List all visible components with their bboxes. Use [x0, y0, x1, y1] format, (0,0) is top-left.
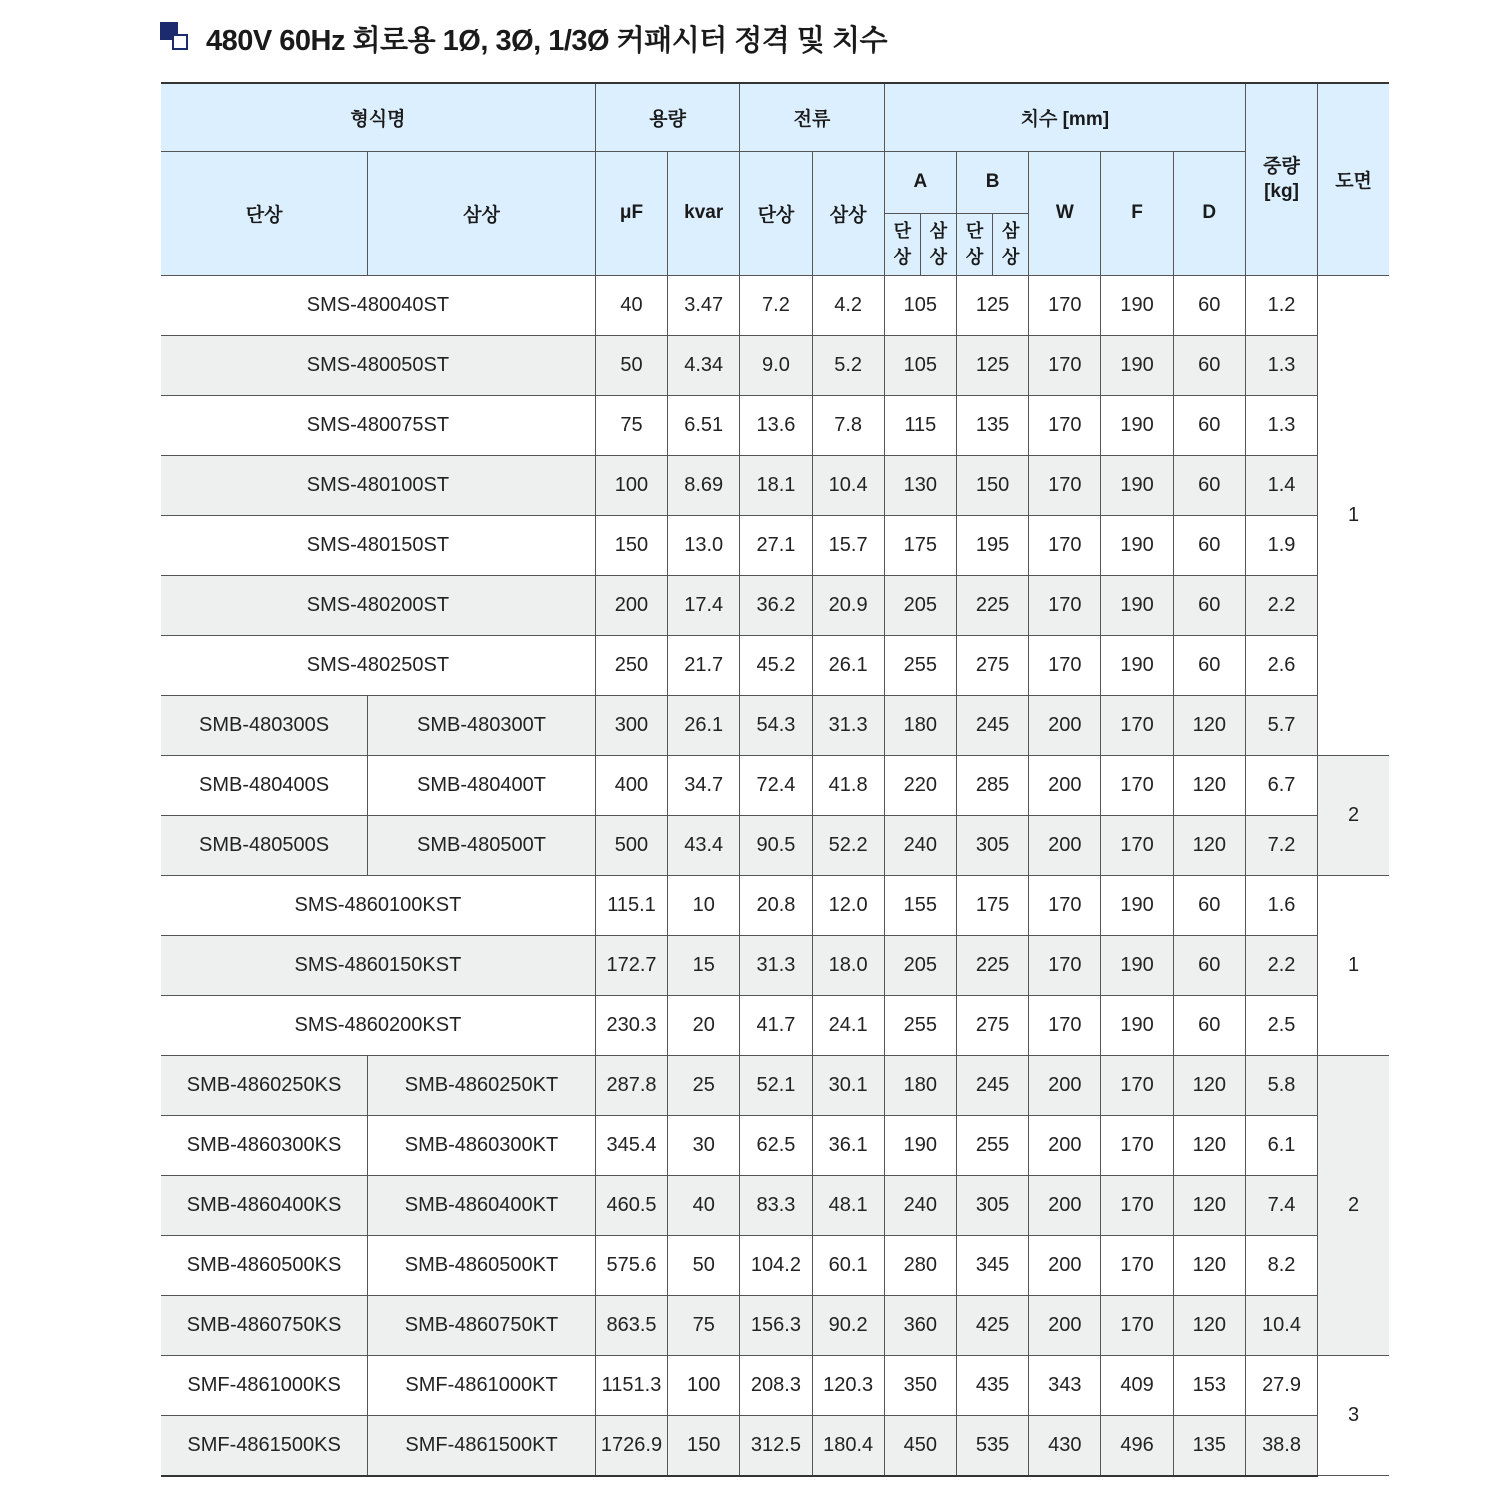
dim-f: 190: [1101, 455, 1173, 515]
capacitance-uf: 40: [595, 275, 667, 335]
current-single: 72.4: [740, 755, 812, 815]
capacity-kvar: 25: [668, 1055, 740, 1115]
capacity-kvar: 150: [668, 1415, 740, 1476]
dim-d: 120: [1173, 1115, 1245, 1175]
dim-b: 125: [956, 335, 1028, 395]
table-row: [161, 1115, 1389, 1175]
current-three: 180.4: [812, 1415, 884, 1476]
capacitance-uf: 50: [595, 335, 667, 395]
dim-a: 180: [884, 695, 956, 755]
header-single-phase: 단상: [161, 151, 368, 275]
dim-w: 200: [1029, 1055, 1101, 1115]
dim-a: 205: [884, 935, 956, 995]
current-three: 20.9: [812, 575, 884, 635]
dim-d: 60: [1173, 875, 1245, 935]
weight-kg: 6.1: [1245, 1115, 1317, 1175]
capacitance-uf: 287.8: [595, 1055, 667, 1115]
current-single: 31.3: [740, 935, 812, 995]
dim-w: 170: [1029, 875, 1101, 935]
header-drawing: 도면: [1318, 83, 1389, 275]
current-single: 27.1: [740, 515, 812, 575]
dim-d: 60: [1173, 455, 1245, 515]
current-three: 90.2: [812, 1295, 884, 1355]
capacitance-uf: 100: [595, 455, 667, 515]
current-single: 7.2: [740, 275, 812, 335]
capacitance-uf: 400: [595, 755, 667, 815]
model-single-phase: SMF-4861000KS: [161, 1355, 368, 1415]
current-single: 13.6: [740, 395, 812, 455]
drawing-number: 1: [1318, 275, 1389, 755]
dim-w: 200: [1029, 1235, 1101, 1295]
dim-a: 240: [884, 815, 956, 875]
dim-b: 150: [956, 455, 1028, 515]
drawing-number: 2: [1318, 1055, 1389, 1355]
dim-f: 190: [1101, 275, 1173, 335]
model-three-phase: SMB-4860250KT: [368, 1055, 596, 1115]
dim-w: 170: [1029, 395, 1101, 455]
capacity-kvar: 15: [668, 935, 740, 995]
header-capacity: 용량: [595, 83, 739, 151]
capacity-kvar: 34.7: [668, 755, 740, 815]
dim-d: 120: [1173, 695, 1245, 755]
current-single: 83.3: [740, 1175, 812, 1235]
current-three: 36.1: [812, 1115, 884, 1175]
dim-b: 245: [956, 1055, 1028, 1115]
capacitance-uf: 575.6: [595, 1235, 667, 1295]
dim-w: 200: [1029, 1115, 1101, 1175]
capacitance-uf: 200: [595, 575, 667, 635]
model-three-phase: SMB-4860750KT: [368, 1295, 596, 1355]
capacitance-uf: 150: [595, 515, 667, 575]
drawing-number: 1: [1318, 875, 1389, 1055]
dim-f: 170: [1101, 1055, 1173, 1115]
dim-b: 345: [956, 1235, 1028, 1295]
current-three: 30.1: [812, 1055, 884, 1115]
dim-a: 220: [884, 755, 956, 815]
model-single-phase: SMB-4860400KS: [161, 1175, 368, 1235]
dim-w: 170: [1029, 995, 1101, 1055]
table-row: [161, 1415, 1389, 1476]
dim-b: 275: [956, 635, 1028, 695]
weight-kg: 2.6: [1245, 635, 1317, 695]
dim-b: 535: [956, 1415, 1028, 1476]
dim-w: 200: [1029, 815, 1101, 875]
current-three: 26.1: [812, 635, 884, 695]
dim-b: 175: [956, 875, 1028, 935]
capacity-kvar: 50: [668, 1235, 740, 1295]
dim-a: 190: [884, 1115, 956, 1175]
header-uf: μF: [595, 151, 667, 275]
model-name: SMS-480200ST: [161, 575, 595, 635]
capacity-kvar: 20: [668, 995, 740, 1055]
current-single: 104.2: [740, 1235, 812, 1295]
capacity-kvar: 75: [668, 1295, 740, 1355]
dim-w: 200: [1029, 1295, 1101, 1355]
header-current-three: 삼상: [812, 151, 884, 275]
current-three: 48.1: [812, 1175, 884, 1235]
dim-d: 120: [1173, 1235, 1245, 1295]
header-current-single: 단상: [740, 151, 812, 275]
dim-d: 60: [1173, 635, 1245, 695]
page-title: 480V 60Hz 회로용 1Ø, 3Ø, 1/3Ø 커패시터 정격 및 치수: [206, 24, 887, 57]
dim-a: 105: [884, 275, 956, 335]
dim-f: 170: [1101, 755, 1173, 815]
dim-b: 435: [956, 1355, 1028, 1415]
current-single: 20.8: [740, 875, 812, 935]
dim-w: 200: [1029, 1175, 1101, 1235]
dim-f: 409: [1101, 1355, 1173, 1415]
dim-w: 170: [1029, 935, 1101, 995]
current-single: 62.5: [740, 1115, 812, 1175]
table-row: [161, 695, 1389, 755]
header-dim-d: D: [1173, 151, 1245, 275]
model-name: SMS-480075ST: [161, 395, 595, 455]
dim-w: 200: [1029, 755, 1101, 815]
dim-b: 225: [956, 575, 1028, 635]
model-single-phase: SMB-4860500KS: [161, 1235, 368, 1295]
weight-kg: 1.3: [1245, 395, 1317, 455]
weight-kg: 27.9: [1245, 1355, 1317, 1415]
table-row: [161, 815, 1389, 875]
weight-kg: 1.4: [1245, 455, 1317, 515]
dim-d: 60: [1173, 395, 1245, 455]
dim-f: 190: [1101, 875, 1173, 935]
capacity-kvar: 30: [668, 1115, 740, 1175]
dim-b: 255: [956, 1115, 1028, 1175]
header-a-three: 삼 상: [920, 213, 956, 275]
dim-b: 305: [956, 1175, 1028, 1235]
dim-d: 60: [1173, 275, 1245, 335]
model-name: SMS-480050ST: [161, 335, 595, 395]
dim-f: 170: [1101, 1175, 1173, 1235]
capacitance-uf: 500: [595, 815, 667, 875]
table-row: [161, 1055, 1389, 1115]
model-three-phase: SMB-4860400KT: [368, 1175, 596, 1235]
table-row: [161, 1235, 1389, 1295]
header-dim-a: A: [884, 151, 956, 213]
current-three: 120.3: [812, 1355, 884, 1415]
model-single-phase: SMB-4860250KS: [161, 1055, 368, 1115]
dim-b: 125: [956, 275, 1028, 335]
dim-f: 170: [1101, 815, 1173, 875]
model-three-phase: SMF-4861500KT: [368, 1415, 596, 1476]
model-three-phase: SMB-480500T: [368, 815, 596, 875]
header-b-single: 단 상: [956, 213, 992, 275]
weight-kg: 1.9: [1245, 515, 1317, 575]
model-three-phase: SMB-480300T: [368, 695, 596, 755]
model-name: SMS-480100ST: [161, 455, 595, 515]
dim-b: 225: [956, 935, 1028, 995]
dim-w: 170: [1029, 455, 1101, 515]
dim-a: 350: [884, 1355, 956, 1415]
dim-w: 170: [1029, 515, 1101, 575]
weight-kg: 5.8: [1245, 1055, 1317, 1115]
dim-d: 60: [1173, 575, 1245, 635]
dim-a: 155: [884, 875, 956, 935]
weight-kg: 5.7: [1245, 695, 1317, 755]
dim-w: 170: [1029, 335, 1101, 395]
dim-d: 60: [1173, 515, 1245, 575]
capacity-kvar: 40: [668, 1175, 740, 1235]
current-three: 24.1: [812, 995, 884, 1055]
dim-a: 175: [884, 515, 956, 575]
dim-d: 120: [1173, 1055, 1245, 1115]
dim-d: 153: [1173, 1355, 1245, 1415]
capacity-kvar: 10: [668, 875, 740, 935]
table-row: [161, 875, 1389, 935]
current-single: 9.0: [740, 335, 812, 395]
current-three: 4.2: [812, 275, 884, 335]
dim-d: 120: [1173, 1295, 1245, 1355]
header-dim-f: F: [1101, 151, 1173, 275]
weight-kg: 1.2: [1245, 275, 1317, 335]
current-three: 52.2: [812, 815, 884, 875]
dim-w: 170: [1029, 575, 1101, 635]
weight-kg: 2.2: [1245, 935, 1317, 995]
dim-f: 190: [1101, 335, 1173, 395]
dim-f: 190: [1101, 575, 1173, 635]
dim-a: 180: [884, 1055, 956, 1115]
current-single: 90.5: [740, 815, 812, 875]
model-name: SMS-480250ST: [161, 635, 595, 695]
model-single-phase: SMB-480500S: [161, 815, 368, 875]
dim-f: 190: [1101, 635, 1173, 695]
current-single: 156.3: [740, 1295, 812, 1355]
dim-d: 120: [1173, 815, 1245, 875]
capacity-kvar: 4.34: [668, 335, 740, 395]
current-three: 31.3: [812, 695, 884, 755]
current-single: 41.7: [740, 995, 812, 1055]
model-single-phase: SMB-4860300KS: [161, 1115, 368, 1175]
current-three: 60.1: [812, 1235, 884, 1295]
dim-w: 343: [1029, 1355, 1101, 1415]
header-model: 형식명: [161, 83, 595, 151]
current-single: 208.3: [740, 1355, 812, 1415]
capacitance-uf: 345.4: [595, 1115, 667, 1175]
capacitance-uf: 1726.9: [595, 1415, 667, 1476]
table-row: [161, 515, 1389, 575]
model-three-phase: SMF-4861000KT: [368, 1355, 596, 1415]
capacitance-uf: 75: [595, 395, 667, 455]
capacity-kvar: 3.47: [668, 275, 740, 335]
model-name: SMS-4860100KST: [161, 875, 595, 935]
capacity-kvar: 13.0: [668, 515, 740, 575]
table-row: [161, 755, 1389, 815]
dim-a: 240: [884, 1175, 956, 1235]
dim-a: 205: [884, 575, 956, 635]
capacity-kvar: 21.7: [668, 635, 740, 695]
dim-w: 170: [1029, 275, 1101, 335]
current-single: 36.2: [740, 575, 812, 635]
current-three: 41.8: [812, 755, 884, 815]
dim-a: 280: [884, 1235, 956, 1295]
capacity-kvar: 26.1: [668, 695, 740, 755]
dim-b: 305: [956, 815, 1028, 875]
dim-d: 120: [1173, 755, 1245, 815]
capacitance-uf: 460.5: [595, 1175, 667, 1235]
spec-table-body: [161, 275, 1389, 1476]
dim-f: 170: [1101, 1115, 1173, 1175]
weight-kg: 10.4: [1245, 1295, 1317, 1355]
current-three: 7.8: [812, 395, 884, 455]
dim-a: 115: [884, 395, 956, 455]
dim-a: 255: [884, 995, 956, 1055]
table-row: [161, 275, 1389, 335]
capacitance-uf: 863.5: [595, 1295, 667, 1355]
dim-b: 245: [956, 695, 1028, 755]
table-row: [161, 575, 1389, 635]
header-b-three: 삼 상: [993, 213, 1029, 275]
capacitance-uf: 1151.3: [595, 1355, 667, 1415]
model-single-phase: SMF-4861500KS: [161, 1415, 368, 1476]
dim-f: 170: [1101, 1235, 1173, 1295]
header-kvar: kvar: [668, 151, 740, 275]
weight-kg: 6.7: [1245, 755, 1317, 815]
capacity-kvar: 100: [668, 1355, 740, 1415]
dim-d: 135: [1173, 1415, 1245, 1476]
dim-f: 190: [1101, 995, 1173, 1055]
table-row: [161, 935, 1389, 995]
weight-kg: 8.2: [1245, 1235, 1317, 1295]
capacity-kvar: 17.4: [668, 575, 740, 635]
model-single-phase: SMB-4860750KS: [161, 1295, 368, 1355]
table-row: [161, 635, 1389, 695]
current-single: 312.5: [740, 1415, 812, 1476]
table-row: [161, 1175, 1389, 1235]
dim-a: 450: [884, 1415, 956, 1476]
weight-kg: 1.3: [1245, 335, 1317, 395]
model-name: SMS-480040ST: [161, 275, 595, 335]
header-dim-w: W: [1029, 151, 1101, 275]
dim-a: 360: [884, 1295, 956, 1355]
table-row: [161, 395, 1389, 455]
current-three: 12.0: [812, 875, 884, 935]
weight-kg: 7.2: [1245, 815, 1317, 875]
dim-a: 105: [884, 335, 956, 395]
weight-kg: 1.6: [1245, 875, 1317, 935]
model-three-phase: SMB-480400T: [368, 755, 596, 815]
current-three: 10.4: [812, 455, 884, 515]
dim-b: 135: [956, 395, 1028, 455]
current-three: 18.0: [812, 935, 884, 995]
dim-b: 195: [956, 515, 1028, 575]
model-name: SMS-4860200KST: [161, 995, 595, 1055]
table-row: [161, 1355, 1389, 1415]
dim-f: 496: [1101, 1415, 1173, 1476]
capacity-kvar: 8.69: [668, 455, 740, 515]
model-single-phase: SMB-480300S: [161, 695, 368, 755]
dim-w: 170: [1029, 635, 1101, 695]
dim-b: 285: [956, 755, 1028, 815]
table-row: [161, 455, 1389, 515]
capacitance-uf: 115.1: [595, 875, 667, 935]
dim-f: 190: [1101, 515, 1173, 575]
capacity-kvar: 43.4: [668, 815, 740, 875]
capacitance-uf: 172.7: [595, 935, 667, 995]
capacitance-uf: 250: [595, 635, 667, 695]
drawing-number: 3: [1318, 1355, 1389, 1476]
dim-d: 120: [1173, 1175, 1245, 1235]
table-row: [161, 1295, 1389, 1355]
table-row: [161, 995, 1389, 1055]
model-single-phase: SMB-480400S: [161, 755, 368, 815]
dim-w: 200: [1029, 695, 1101, 755]
header-dimensions: 치수 [mm]: [884, 83, 1245, 151]
dim-f: 190: [1101, 395, 1173, 455]
weight-kg: 2.2: [1245, 575, 1317, 635]
dim-d: 60: [1173, 935, 1245, 995]
dim-a: 130: [884, 455, 956, 515]
drawing-number: 2: [1318, 755, 1389, 875]
weight-kg: 7.4: [1245, 1175, 1317, 1235]
current-three: 5.2: [812, 335, 884, 395]
current-single: 54.3: [740, 695, 812, 755]
model-name: SMS-4860150KST: [161, 935, 595, 995]
weight-kg: 38.8: [1245, 1415, 1317, 1476]
header-three-phase: 삼상: [368, 151, 596, 275]
current-single: 52.1: [740, 1055, 812, 1115]
current-three: 15.7: [812, 515, 884, 575]
dim-b: 425: [956, 1295, 1028, 1355]
model-three-phase: SMB-4860300KT: [368, 1115, 596, 1175]
dim-a: 255: [884, 635, 956, 695]
section-square-icon: [160, 22, 192, 54]
header-current: 전류: [740, 83, 884, 151]
dim-f: 170: [1101, 1295, 1173, 1355]
model-name: SMS-480150ST: [161, 515, 595, 575]
capacity-kvar: 6.51: [668, 395, 740, 455]
header-dim-b: B: [956, 151, 1028, 213]
header-weight: 중량 [kg]: [1245, 83, 1317, 275]
capacitor-spec-table: [161, 82, 1389, 1477]
dim-w: 430: [1029, 1415, 1101, 1476]
model-three-phase: SMB-4860500KT: [368, 1235, 596, 1295]
capacitance-uf: 230.3: [595, 995, 667, 1055]
dim-d: 60: [1173, 995, 1245, 1055]
dim-d: 60: [1173, 335, 1245, 395]
header-a-single: 단 상: [884, 213, 920, 275]
current-single: 18.1: [740, 455, 812, 515]
dim-f: 170: [1101, 695, 1173, 755]
table-row: [161, 335, 1389, 395]
capacitance-uf: 300: [595, 695, 667, 755]
page-title-bar: [160, 16, 887, 60]
dim-f: 190: [1101, 935, 1173, 995]
dim-b: 275: [956, 995, 1028, 1055]
current-single: 45.2: [740, 635, 812, 695]
weight-kg: 2.5: [1245, 995, 1317, 1055]
